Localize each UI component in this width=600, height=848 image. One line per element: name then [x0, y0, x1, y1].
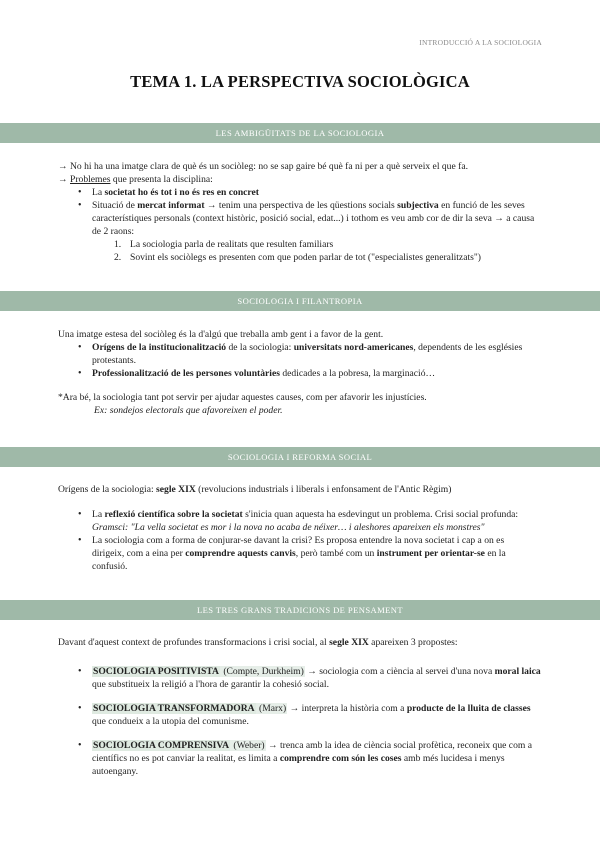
tradition-transformadora: • SOCIOLOGIA TRANSFORMADORA (Marx) → interpreta la història com a producte de la lluita de classes que condueix a la utopia del comunisme.	[58, 702, 548, 728]
paragraph: Orígens de la sociologia: segle XIX (revolucions industrials i liberals i enfonsament de l'Antic Règim)	[58, 484, 452, 495]
section-body-ambiguitats	[58, 160, 548, 264]
tradition-comprensiva: • SOCIOLOGIA COMPRENSIVA (Weber) → trenca amb la idea de ciència social profètica, reconeix que com a científics no es pot canviar la realitat, es limita a comprendre com són les coses amb més lucidesa i menys autoengany.	[58, 739, 548, 778]
list-item: • Professionalització de les persones voluntàries dedicades a la pobresa, la marginació…	[58, 367, 548, 380]
paragraph: → No hi ha una imatge clara de què és un sociòleg: no se sap gaire bé què fa ni per a què serveix el que fa.	[58, 161, 468, 172]
section-heading-reforma: SOCIOLOGIA I REFORMA SOCIAL	[0, 447, 600, 467]
course-header: INTRODUCCIÓ A LA SOCIOLOGIA	[419, 38, 542, 47]
bullet-list	[58, 508, 548, 573]
numbered-item: 1. La sociologia parla de realitats que resulten familiars	[114, 239, 334, 250]
paragraph: Davant d'aquest context de profundes transformacions i crisi social, al segle XIX apareixen 3 propostes:	[58, 637, 458, 648]
section-heading-tradicions: LES TRES GRANS TRADICIONS DE PENSAMENT	[0, 600, 600, 620]
list-item: • Orígens de la institucionalització de la sociologia: universitats nord-americanes, dependents de les esglésies protestants.	[58, 341, 548, 367]
section-heading-ambiguitats: LES AMBIGÜITATS DE LA SOCIOLOGIA	[0, 123, 600, 143]
list-item: • La sociologia com a forma de conjurar-se davant la crisi? Es proposa entendre la nova societat i cap a on es dirigeix, com a eina per comprendre aquests canvis, però també com un instrument per orientar-se en la confusió.	[58, 534, 548, 573]
tradition-positivista: • SOCIOLOGIA POSITIVISTA (Compte, Durkheim) → sociologia com a ciència al servei d'una nova moral laica que substitueix la religió a l'hora de garantir la cohesió social.	[58, 665, 548, 691]
section-heading-filantropia: SOCIOLOGIA I FILANTROPIA	[0, 291, 600, 311]
bullet-list	[58, 186, 548, 238]
list-item: • Situació de mercat informat → tenim una perspectiva de les qüestions socials subjectiva en funció de les seves característiques personals (context històric, posició social, edat...) i tothom es veu amb cor de dir la seva → a causa de 2 raons:	[58, 199, 548, 238]
note: *Ara bé, la sociologia tant pot servir per ajudar aquestes causes, com per afavorir les injustícies.	[58, 392, 427, 403]
paragraph: Una imatge estesa del sociòleg és la d'algú que treballa amb gent i a favor de la gent.	[58, 329, 384, 340]
tradition-list	[58, 665, 548, 778]
paragraph: → Problemes que presenta la disciplina:	[58, 174, 213, 185]
bullet-list	[58, 341, 548, 380]
section-body-tradicions	[58, 636, 548, 778]
section-body-reforma	[58, 483, 548, 573]
list-item: • La societat ho és tot i no és res en concret	[58, 186, 548, 199]
numbered-item: 2. Sovint els sociòlegs es presenten com que poden parlar de tot ("especialistes generalitzats")	[114, 252, 481, 263]
section-body-filantropia	[58, 328, 548, 417]
page-title: TEMA 1. LA PERSPECTIVA SOCIOLÒGICA	[130, 72, 470, 91]
note-example: Ex: sondejos electorals que afavoreixen el poder.	[94, 405, 283, 416]
list-item: • La reflexió científica sobre la societat s'inicia quan aquesta ha esdevingut un problema. Crisi social profunda: Gramsci: "La vella societat es mor i la nova no acaba de néixer… i alesh​ores apareixen els monstres"	[58, 508, 548, 534]
